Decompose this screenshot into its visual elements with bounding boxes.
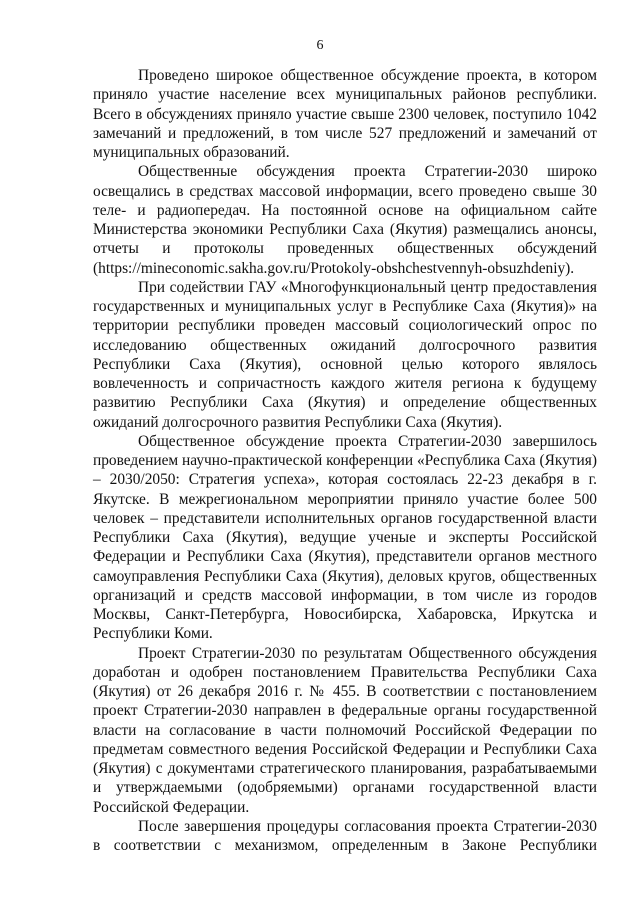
paragraph-after-approval: После завершения процедуры согласования проекта Стратегии-2030 в соответствии с механизмом, определенным в Законе Республики — [93, 817, 597, 854]
paragraph-approval: Проект Стратегии-2030 по результатам Общественного обсуждения доработан и одобрен постановлением Правительства Республики Саха (Якутия) от 26 декабря 2016 г. № 455. В соответствии с постановлением проект Стратегии-2030 направлен в федеральные органы государственной власти на согласование в части полномочий Российской Федерации по предметам совместного ведения Российской Федерации и Республики Саха (Якутия) с документами стратегического планирования, разрабатываемыми и утверждаемыми (одобряемыми) органами государственной власти Российской Федерации. — [93, 644, 597, 816]
document-body — [93, 66, 597, 855]
paragraph-sociological-survey: При содействии ГАУ «Многофункциональный центр предоставления государственных и муниципальных услуг в Республике Саха (Якутия)» на территории республики проведен массовый социологический опрос по исследованию общественных ожиданий долгосрочного развития Республики Саха (Якутия), основной целью которого являлось вовлеченность и сопричастность каждого жителя региона к будущему развитию Республики Саха (Якутия) и определение общественных ожиданий долгосрочного развития Республики Саха (Якутия). — [93, 278, 597, 431]
paragraph-conference: Общественное обсуждение проекта Стратегии-2030 завершилось проведением научно-практической конференции «Республика Саха (Якутия) – 2030/2050: Стратегия успеха», которая состоялась 22-23 декабря в г. Якутске. В межрегиональном мероприятии приняло участие более 500 человек – представители исполнительных органов государственной власти Республики Саха (Якутия), ведущие ученые и эксперты Российской Федерации и Республики Саха (Якутия), представители органов местного самоуправления Республики Саха (Якутия), деловых кругов, общественных организаций и средств массовой информации, в том числе из городов Москвы, Санкт-Петербурга, Новосибирска, Хабаровска, Иркутска и Республики Коми. — [93, 432, 597, 643]
page-number: 6 — [316, 38, 324, 53]
paragraph-media-coverage: Общественные обсуждения проекта Стратегии-2030 широко освещались в средствах массовой информации, всего проведено свыше 30 теле- и радиопередач. На постоянной основе на официальном сайте Министерства экономики Республики Саха (Якутия) размещались анонсы, отчеты и протоколы проведенных общественных обсуждений (https://mineconomic.sakha.gov.ru/Protokoly-obshchestvennyh-obsuzhdeniy). — [93, 163, 597, 277]
paragraph-public-discussion: Проведено широкое общественное обсуждение проекта, в котором приняло участие население всех муниципальных районов республики. Всего в обсуждениях приняло участие свыше 2300 человек, поступило 1042 замечаний и предложений, в том числе 527 предложений и замечаний от муниципальных образований. — [93, 67, 597, 161]
